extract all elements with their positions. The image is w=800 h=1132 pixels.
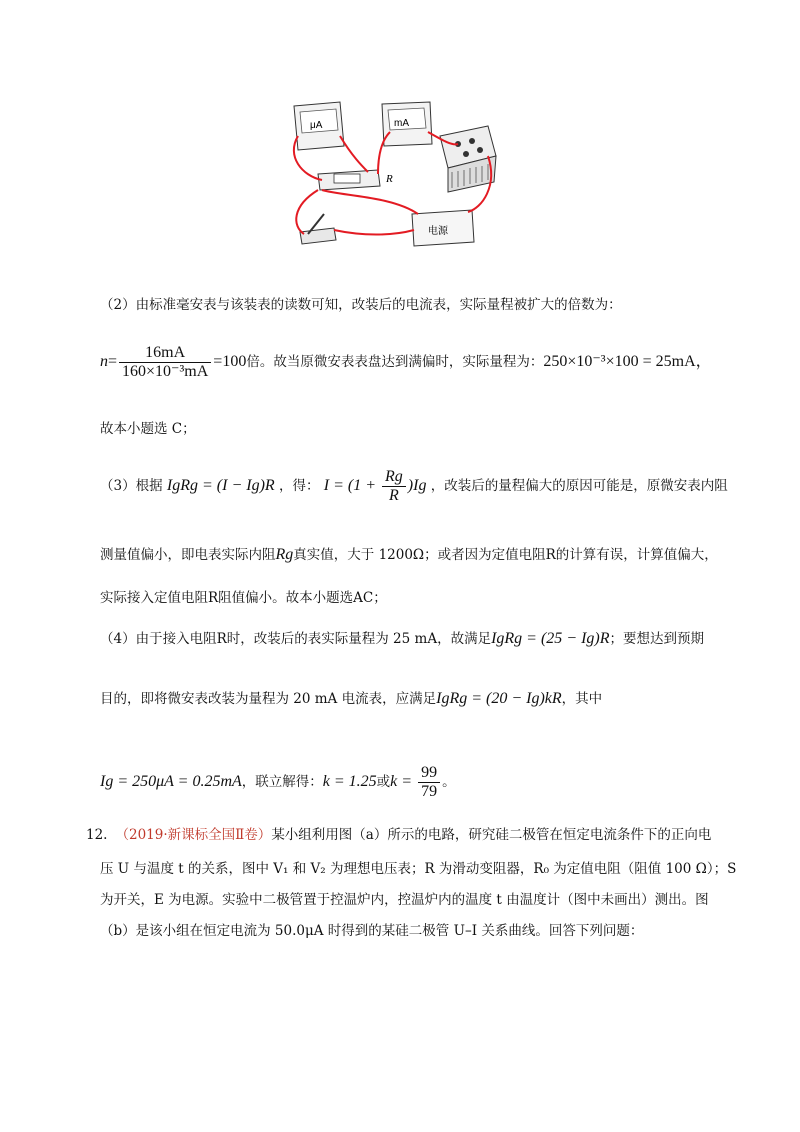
q12-number: 12. (86, 827, 108, 843)
ratio-denominator: 160×10⁻³mA (122, 363, 209, 380)
ratio-fraction (119, 344, 211, 381)
resistor-label: R (386, 173, 393, 185)
p4-line3-k1: k = 1.25 (322, 773, 377, 790)
range-expression: 250×10⁻³×100 = 25mA (543, 353, 696, 371)
p4-k2-numerator: 99 (418, 764, 440, 783)
p3-eq2-right: )Ig (407, 477, 427, 494)
p4-line3-end: 。 (442, 774, 456, 790)
p3-after: ，改装后的量程偏大的原因可能是，原微安表内阻 (430, 478, 728, 494)
p3-prefix: （3）根据 (100, 478, 163, 494)
p2-line3: 故本小题选 C； (100, 421, 196, 437)
power-supply (412, 210, 474, 246)
ratio-result: =100 (213, 353, 247, 371)
p4-line1-equation: IgRg = (25 − Ig)R (491, 630, 610, 647)
meter1-label: μA (310, 120, 323, 131)
p3-line2-b: 真实值，大于 1200Ω；或者因为定值电阻R的计算有误，计算值偏大， (293, 547, 718, 563)
n-variable: n (100, 353, 108, 371)
p3-eq2-fraction (382, 468, 406, 505)
p3-line2-symbol: Rg (275, 546, 294, 563)
p3-equation1: IgRg = (I − Ig)R (166, 477, 275, 494)
p4-k2-denominator: 79 (421, 783, 438, 800)
p4-line3-k2: k = (390, 773, 417, 790)
q12-line4: （b）是该小组在恒定电流为 50.0μA 时得到的某硅二极管 U–I 关系曲线。回答下列问题： (100, 923, 644, 939)
milliammeter (382, 102, 432, 146)
p4-line1-b: ；要想达到预期 (609, 631, 705, 647)
p2-end-text: ， (695, 353, 712, 371)
p4-line2-equation: IgRg = (20 − Ig)kR (436, 690, 562, 707)
switch (300, 214, 336, 244)
p4-k2-fraction (418, 764, 440, 801)
circuit-figure (282, 96, 502, 256)
p4-line1-a: （4）由于接入电阻R时，改装后的表实际量程为 25 mA，故满足 (100, 631, 492, 647)
q12-line2: 压 U 与温度 t 的关系，图中 V₁ 和 V₂ 为理想电压表；R 为滑动变阻器，R₀ 为定值电阻（阻值 100 Ω）；S (100, 861, 737, 877)
p4-line2-b: ，其中 (561, 691, 603, 707)
p4-line1 (100, 630, 704, 648)
p3-eq2-numerator: Rg (382, 468, 406, 487)
q12-line3: 为开关，E 为电源。实验中二极管置于控温炉内，控温炉内的温度 t 由温度计（图中未画出）测出。图 (100, 892, 709, 908)
p4-line3-ig: Ig = 250μA = 0.25mA (100, 773, 242, 790)
power-label: 电源 (428, 226, 448, 237)
q12-source: （2019·新课标全国Ⅱ卷） (115, 827, 272, 843)
p3-eq2-left: I = (1 + (323, 477, 381, 494)
p4-line3-or: 或 (376, 774, 391, 790)
microammeter (294, 102, 344, 150)
p3-line3: 实际接入定值电阻R阻值偏小。故本小题选AC； (100, 590, 387, 606)
q12-line1 (86, 826, 711, 844)
p3-line2 (100, 546, 718, 564)
p2-mid-text: 倍。故当原微安表表盘达到满偏时，实际量程为： (246, 354, 544, 371)
resistance-box (440, 126, 496, 192)
resistor (318, 170, 393, 190)
p2-ratio-equation (100, 344, 712, 381)
equals-sign: = (108, 353, 118, 371)
p3-line2-a: 测量值偏小，即电表实际内阻 (100, 547, 276, 563)
p3-eq2-denominator: R (389, 487, 399, 504)
p4-line3-b: ，联立解得： (241, 774, 323, 790)
p4-line2-a: 目的，即将微安表改装为量程为 20 mA 电流表，应满足 (100, 691, 437, 707)
q12-line1-text: 某小组利用图（a）所示的电路，研究硅二极管在恒定电流条件下的正向电 (271, 827, 712, 843)
p4-line3 (100, 764, 456, 801)
p3-line1 (100, 468, 728, 505)
meter2-label: mA (394, 118, 409, 129)
p3-mid: ，得： (278, 478, 320, 494)
ratio-numerator: 16mA (119, 344, 211, 363)
p2-line1: （2）由标准毫安表与该装表的读数可知，改装后的电流表，实际量程被扩大的倍数为： (100, 297, 622, 313)
p4-line2 (100, 690, 602, 708)
